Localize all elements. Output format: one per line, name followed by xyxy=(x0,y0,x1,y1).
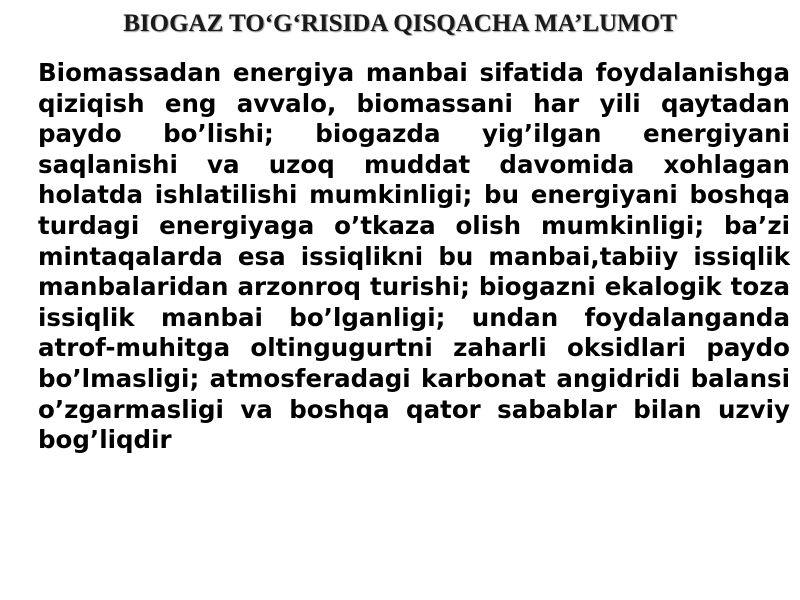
slide-title: BIOGAZ TO‘G‘RISIDA QISQACHA MA’LUMOT xyxy=(123,10,677,37)
slide-body-text: Biomassadan energiya manbai sifatida foydalanishga qiziqish eng avvalo, biomassani har yili qaytadan paydo bo’lishi; biogazda yig’ilgan energiyani saqlanishi va uzoq muddat davomida xohlagan holatda ishlatilishi mumkinligi; bu energiyani boshqa turdagi energiyaga o’tkaza olish mumkinligi; ba’zi mintaqalarda esa issiqlikni bu manbai,tabiiy issiqlik manbalaridan arzonroq turishi; biogazni ekalogik toza issiqlik manbai bo’lganligi; undan foydalanganda atrof-muhitga oltingugurtni zaharli oksidlari paydo bo’lmasligi; atmosferadagi karbonat angidridi balansi o’zgarmasligi va boshqa qator sabablar bilan uzviy bog’liqdir xyxy=(38,58,790,455)
